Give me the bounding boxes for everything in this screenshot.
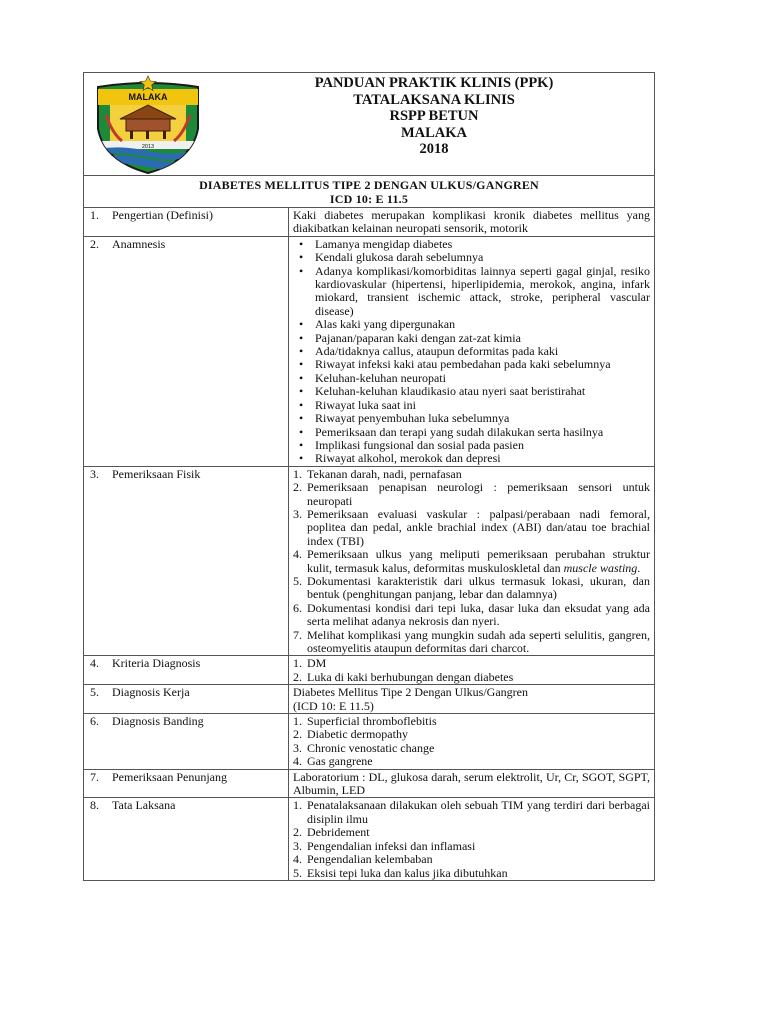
row-content <box>289 208 655 236</box>
row-content <box>289 685 655 714</box>
criteria-list <box>293 657 650 684</box>
row-title: Diagnosis Banding <box>112 714 204 729</box>
list-item: • Kendali glukosa darah sebelumnya <box>293 251 650 264</box>
row-label <box>84 685 289 714</box>
row-title: Tata Laksana <box>112 798 176 813</box>
list-item: 3. Pemeriksaan evaluasi vaskular : palpasi/perabaan nadi femoral, poplitea dan pedal, ankle brachial index (ABI) dan/atau toe brachial index (TBI) <box>293 506 650 548</box>
list-item: 5. Eksisi tepi luka dan kalus jika dibutuhkan <box>293 865 508 880</box>
list-item: 1. Superficial thromboflebitis <box>293 714 437 729</box>
table-row <box>84 685 654 714</box>
icd-code: ICD 10: E 11.5 <box>329 191 409 206</box>
list-item: • Alas kaki yang dipergunakan <box>293 318 650 331</box>
row-label <box>84 798 289 880</box>
header-title-line: 2018 <box>419 141 449 157</box>
list-item: 4. Pengendalian kelembaban <box>293 852 433 867</box>
row-number: 3. <box>90 466 99 481</box>
document-header <box>84 73 654 176</box>
header-title-line: RSPP BETUN <box>389 108 479 124</box>
list-item: • Keluhan-keluhan neuropati <box>293 372 650 385</box>
table-row <box>84 236 654 466</box>
header-title-line: PANDUAN PRAKTIK KLINIS (PPK) <box>314 75 554 91</box>
list-item: • Riwayat alkohol, merokok dan depresi <box>293 452 650 465</box>
list-item: 3. Chronic venostatic change <box>293 740 435 755</box>
ppk-document <box>83 72 655 881</box>
header-titles <box>214 75 654 158</box>
row-label <box>84 656 289 685</box>
list-item: 7. Melihat komplikasi yang mungkin sudah ada seperti selulitis, gangren, osteomyelitis ataupun deformitas dari charcot. <box>293 627 650 655</box>
working-diagnosis-line: Diabetes Mellitus Tipe 2 Dengan Ulkus/Gangren <box>293 685 528 700</box>
table-row <box>84 798 654 880</box>
supporting-exam-text: Laboratorium : DL, glukosa darah, serum elektrolit, Ur, Cr, SGOT, SGPT, Albumin, LED <box>293 769 650 798</box>
row-content <box>289 798 655 880</box>
table-row <box>84 769 654 798</box>
list-item: 2. Diabetic dermopathy <box>293 727 408 742</box>
row-number: 2. <box>90 236 99 251</box>
svg-text:MALAKA: MALAKA <box>128 92 168 102</box>
working-diagnosis-line: (ICD 10: E 11.5) <box>293 698 374 713</box>
list-item: 2. Debridement <box>293 825 370 840</box>
disease-name: DIABETES MELLITUS TIPE 2 DENGAN ULKUS/GANGREN <box>199 178 539 192</box>
ppk-table <box>84 208 654 880</box>
list-item: 6. Dokumentasi kondisi dari tepi luka, dasar luka dan eksudat yang ada serta melihat adanya nekrosis dan nyeri. <box>293 600 650 629</box>
list-item: 2. Luka di kaki berhubungan dengan diabetes <box>293 669 514 684</box>
row-label <box>84 466 289 656</box>
list-item: 4. Pemeriksaan ulkus yang meliputi pemeriksaan perubahan struktur kulit, termasuk kalus, deformitas muskuloskletal dan muscle wasting. <box>293 547 650 575</box>
list-item: 5. Dokumentasi karakteristik dari ulkus termasuk lokasi, ukuran, dan bentuk (penghitungan panjang, lebar dan dalamnya) <box>293 573 650 602</box>
row-title: Pemeriksaan Penunjang <box>112 769 227 784</box>
list-item: 4. Gas gangrene <box>293 754 373 769</box>
list-item: • Riwayat luka saat ini <box>293 399 650 412</box>
row-label <box>84 236 289 466</box>
definition-text: Kaki diabetes merupakan komplikasi kronik diabetes mellitus yang diakibatkan kelainan neuropati sensorik, motorik <box>293 208 650 236</box>
svg-text:2013: 2013 <box>141 144 155 150</box>
table-row <box>84 656 654 685</box>
row-label <box>84 769 289 798</box>
table-row <box>84 466 654 656</box>
row-title: Kriteria Diagnosis <box>112 656 201 671</box>
row-content <box>289 714 655 770</box>
row-label <box>84 714 289 770</box>
row-title: Pemeriksaan Fisik <box>112 466 201 481</box>
list-item: • Lamanya mengidap diabetes <box>293 238 650 251</box>
list-item: • Pemeriksaan dan terapi yang sudah dilakukan serta hasilnya <box>293 426 650 439</box>
list-item: • Keluhan-keluhan klaudikasio atau nyeri saat beristirahat <box>293 385 650 398</box>
row-content <box>289 236 655 466</box>
list-item: • Riwayat penyembuhan luka sebelumnya <box>293 412 650 425</box>
list-item: • Riwayat infeksi kaki atau pembedahan pada kaki sebelumnya <box>293 358 650 371</box>
list-item: • Implikasi fungsional dan sosial pada pasien <box>293 439 650 452</box>
list-item: • Ada/tidaknya callus, ataupun deformitas pada kaki <box>293 345 650 358</box>
italic-term: muscle wasting <box>563 560 638 575</box>
row-label <box>84 208 289 236</box>
row-number: 6. <box>90 714 99 729</box>
list-item: 1. DM <box>293 656 327 671</box>
list-item: • Adanya komplikasi/komorbiditas lainnya seperti gagal ginjal, resiko kardiovaskular (hipertensi, hiperlipidemia, merokok, angina, infark miokard, transient ischemic attack, stroke, peripheral vascular disease) <box>293 265 650 319</box>
list-item: 1. Penatalaksanaan dilakukan oleh sebuah TIM yang terdiri dari berbagai disiplin ilmu <box>293 798 650 826</box>
list-item: • Pajanan/paparan kaki dengan zat-zat kimia <box>293 332 650 345</box>
differential-list <box>293 715 650 769</box>
management-list <box>293 799 650 879</box>
disease-title <box>84 176 654 208</box>
row-content <box>289 656 655 685</box>
row-number: 5. <box>90 685 99 700</box>
list-item: 1. Tekanan darah, nadi, pernafasan <box>293 466 462 481</box>
row-number: 4. <box>90 656 99 671</box>
malaka-regency-logo <box>92 75 204 175</box>
table-row <box>84 714 654 770</box>
row-number: 8. <box>90 798 99 813</box>
row-title: Anamnesis <box>112 236 166 251</box>
table-row <box>84 208 654 236</box>
row-number: 7. <box>90 769 99 784</box>
header-title-line: TATALAKSANA KLINIS <box>353 91 515 108</box>
physical-exam-list <box>293 468 650 656</box>
row-title: Pengertian (Definisi) <box>112 208 213 222</box>
list-item: 3. Pengendalian infeksi dan inflamasi <box>293 838 476 853</box>
row-title: Diagnosis Kerja <box>112 685 190 700</box>
row-number: 1. <box>90 208 99 222</box>
header-title-line: MALAKA <box>400 124 468 141</box>
list-item: 2. Pemeriksaan penapisan neurologi : pemeriksaan sensori untuk neuropati <box>293 480 650 508</box>
row-content <box>289 769 655 798</box>
row-content <box>289 466 655 656</box>
anamnesis-list <box>293 238 650 466</box>
